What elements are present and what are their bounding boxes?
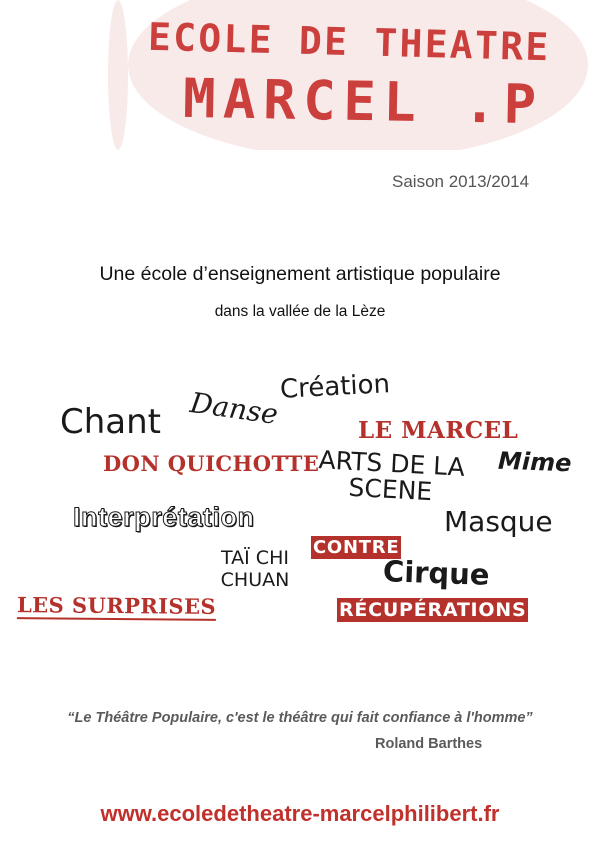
word-creation: Création [279, 369, 391, 405]
word-interpretation: Interprétation [73, 502, 255, 532]
stencil-logo [108, 0, 600, 150]
logo-line-2: MARCEL .P [182, 66, 545, 137]
word-mime: Mime [497, 446, 572, 478]
word-tai-chi-chuan: TAÏ CHI CHUAN [220, 547, 290, 591]
subheadline: dans la vallée de la Lèze [214, 303, 386, 320]
quote: “Le Théâtre Populaire, c'est le théâtre qui fait confiance à l'homme” [67, 710, 533, 726]
word-cirque: Cirque [382, 554, 491, 592]
word-arts-de-la-scene: ARTS DE LA SCENE [317, 445, 466, 507]
headline: Une école d’enseignement artistique populaire [99, 263, 501, 285]
word-le-marcel: LE MARCEL [358, 417, 519, 444]
website-link[interactable]: www.ecoledetheatre-marcelphilibert.fr [100, 801, 500, 826]
word-contre-box: CONTRE [313, 537, 400, 558]
word-danse: Danse [188, 386, 280, 431]
word-les-surprises: LES SURPRISES [16, 592, 217, 619]
word-don-quichotte: DON QUICHOTTE [103, 451, 320, 476]
word-masque: Masque [444, 505, 553, 538]
word-recuperations [337, 598, 529, 622]
logo-line-1: ECOLE DE THEATRE [147, 14, 552, 70]
spray-texture [108, 0, 128, 150]
word-recuperations-box: RÉCUPÉRATIONS [339, 599, 527, 621]
quote-author: Roland Barthes [375, 736, 483, 752]
season-label: Saison 2013/2014 [392, 172, 530, 191]
word-chant: Chant [60, 402, 162, 442]
